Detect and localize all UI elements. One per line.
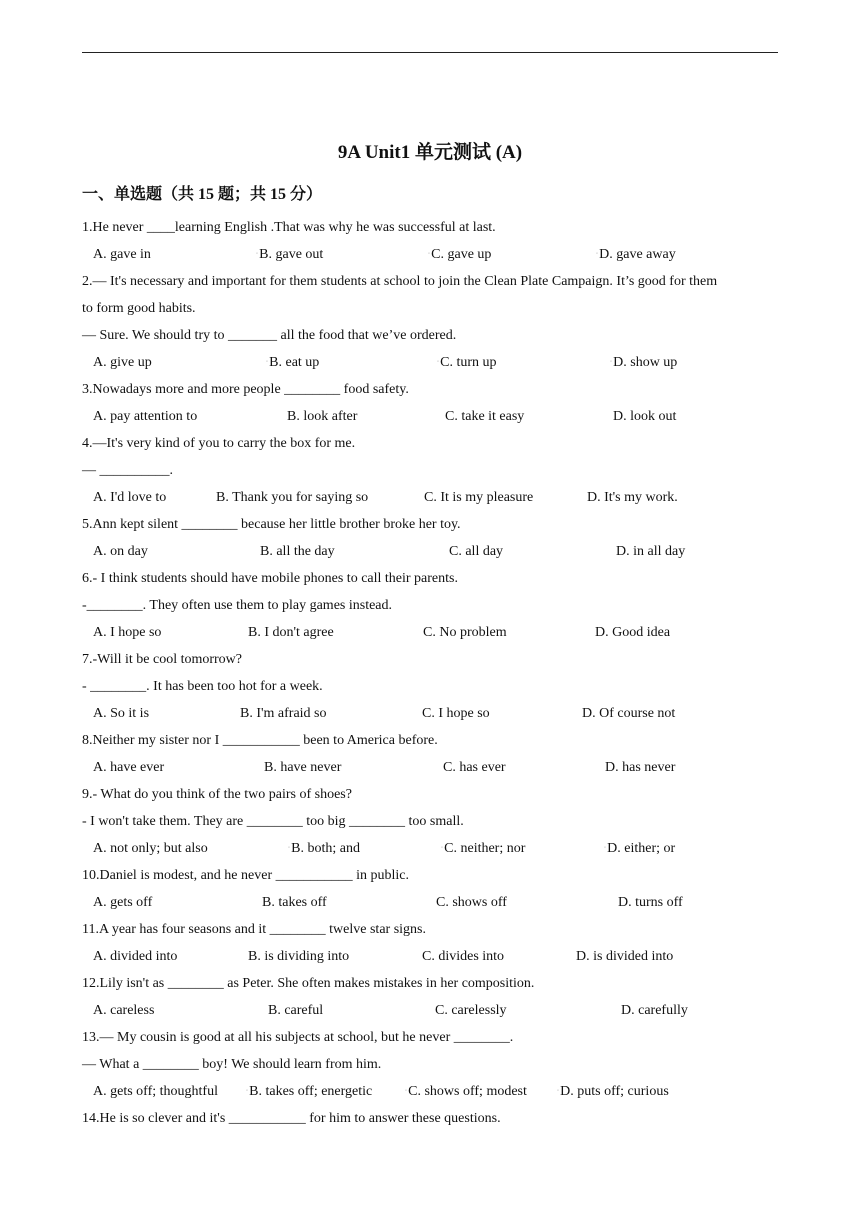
option-d[interactable] (596, 241, 676, 268)
question-text: 2.— It's necessary and important for them students at school to join the Clean Plate Campaign. It’s good for them (82, 274, 718, 289)
option-a[interactable] (93, 889, 152, 916)
tab-mark-icon: ◦ (405, 1088, 408, 1094)
question-text: — What a ________ boy! We should learn from him. (82, 1057, 382, 1072)
option-label: C. I hope so (422, 706, 490, 721)
option-label: B. gave out (259, 247, 324, 262)
options-row (82, 619, 778, 646)
option-label: B. both; and (291, 841, 360, 856)
question-text: 1.He never ____learning English .That was why he was successful at last. (82, 220, 496, 235)
option-b[interactable] (256, 241, 323, 268)
option-label: C. It is my pleasure (424, 490, 534, 505)
options-row (82, 889, 778, 916)
question-text: — __________. (82, 463, 173, 478)
question-text: 11.A year has four seasons and it ________ twelve star signs. (82, 922, 426, 937)
question-text: 10.Daniel is modest, and he never ___________ in public. (82, 868, 409, 883)
question-8 (82, 727, 778, 781)
question-text: 13.— My cousin is good at all his subjects at school, but he never ________. (82, 1030, 514, 1045)
option-c[interactable] (423, 619, 507, 646)
options-row (82, 349, 778, 376)
option-b[interactable] (262, 889, 327, 916)
tab-mark-icon: ◦ (610, 359, 613, 365)
option-b[interactable] (248, 619, 334, 646)
option-label: C. No problem (423, 625, 507, 640)
options-row (82, 754, 778, 781)
option-c[interactable] (445, 403, 524, 430)
tab-mark-icon: ◦ (246, 1088, 249, 1094)
option-label: A. So it is (93, 706, 150, 721)
option-label: C. turn up (440, 355, 497, 370)
question-text: - I won't take them. They are ________ too big ________ too small. (82, 814, 464, 829)
option-label: B. look after (287, 409, 358, 424)
option-label: C. shows off; modest (408, 1084, 527, 1099)
option-c[interactable] (441, 835, 525, 862)
option-a[interactable] (93, 403, 197, 430)
question-4 (82, 430, 778, 511)
option-d[interactable] (595, 619, 670, 646)
option-d[interactable] (582, 700, 675, 727)
option-d[interactable] (610, 349, 677, 376)
question-text: - ________. It has been too hot for a week. (82, 679, 323, 694)
option-a[interactable] (93, 997, 154, 1024)
options-row (82, 997, 778, 1024)
option-label: D. show up (613, 355, 678, 370)
option-c[interactable] (424, 484, 533, 511)
question-text: 4.—It's very kind of you to carry the box for me. (82, 436, 356, 451)
question-text: 6.- I think students should have mobile phones to call their parents. (82, 571, 458, 586)
option-label: D. in all day (616, 544, 686, 559)
question-text: 12.Lily isn't as ________ as Peter. She often makes mistakes in her composition. (82, 976, 535, 991)
question-text: — Sure. We should try to _______ all the food that we’ve ordered. (82, 328, 457, 343)
question-text: 7.-Will it be cool tomorrow? (82, 652, 243, 667)
tab-mark-icon: ◦ (596, 251, 599, 257)
option-label: D. It's my work. (587, 490, 678, 505)
question-text: 5.Ann kept silent ________ because her little brother broke her toy. (82, 517, 461, 532)
option-b[interactable] (248, 943, 349, 970)
option-a[interactable] (93, 1078, 218, 1105)
option-label: C. has ever (443, 760, 506, 775)
question-text: to form good habits. (82, 301, 196, 316)
question-list (82, 214, 778, 1132)
tab-mark-icon: ◦ (437, 359, 440, 365)
option-c[interactable] (436, 889, 507, 916)
option-label: A. have ever (93, 760, 165, 775)
option-label: D. look out (613, 409, 677, 424)
option-b[interactable] (216, 484, 368, 511)
question-text: 3.Nowadays more and more people ________ food safety. (82, 382, 409, 397)
option-label: C. all day (449, 544, 504, 559)
tab-mark-icon: ◦ (256, 251, 259, 257)
option-label: B. I don't agree (248, 625, 334, 640)
question-14 (82, 1105, 778, 1132)
option-b[interactable] (287, 403, 357, 430)
option-c[interactable] (422, 700, 490, 727)
option-label: B. is dividing into (248, 949, 350, 964)
question-12 (82, 970, 778, 1024)
option-b[interactable] (260, 538, 335, 565)
option-a[interactable] (93, 484, 166, 511)
options-row (82, 403, 778, 430)
option-a[interactable] (93, 754, 164, 781)
option-c[interactable] (428, 241, 491, 268)
option-d[interactable] (621, 997, 688, 1024)
option-a[interactable] (93, 349, 152, 376)
option-label: B. takes off (262, 895, 327, 910)
question-text: 14.He is so clever and it's ___________ for him to answer these questions. (82, 1111, 501, 1126)
option-label: A. gets off; thoughtful (93, 1084, 218, 1099)
option-label: B. I'm afraid so (240, 706, 327, 721)
question-10 (82, 862, 778, 916)
option-label: C. carelessly (435, 1003, 507, 1018)
option-label: B. takes off; energetic (249, 1084, 373, 1099)
question-9 (82, 781, 778, 862)
option-label: A. I hope so (93, 625, 162, 640)
option-label: A. pay attention to (93, 409, 198, 424)
option-a[interactable] (93, 619, 161, 646)
option-label: B. careful (268, 1003, 324, 1018)
option-label: A. careless (93, 1003, 155, 1018)
option-b[interactable] (288, 835, 360, 862)
option-b[interactable] (240, 700, 327, 727)
option-b[interactable] (246, 1078, 372, 1105)
option-d[interactable] (618, 889, 683, 916)
option-label: D. carefully (621, 1003, 688, 1018)
option-a[interactable] (93, 835, 208, 862)
option-label: A. give up (93, 355, 152, 370)
tab-mark-icon: ◦ (441, 845, 444, 851)
option-label: D. has never (605, 760, 676, 775)
option-label: C. shows off (436, 895, 507, 910)
option-label: A. on day (93, 544, 148, 559)
option-label: B. eat up (269, 355, 320, 370)
option-label: A. I'd love to (93, 490, 167, 505)
option-d[interactable] (576, 943, 673, 970)
option-label: C. take it easy (445, 409, 525, 424)
option-label: A. gets off (93, 895, 153, 910)
options-row (82, 241, 778, 268)
option-label: A. gave in (93, 247, 151, 262)
option-b[interactable] (264, 754, 341, 781)
option-d[interactable] (557, 1078, 669, 1105)
options-row (82, 835, 778, 862)
options-row (82, 700, 778, 727)
question-1 (82, 214, 778, 268)
option-label: D. turns off (618, 895, 683, 910)
option-a[interactable] (93, 700, 149, 727)
option-c[interactable] (443, 754, 506, 781)
option-label: C. neither; nor (444, 841, 526, 856)
option-c[interactable] (405, 1078, 527, 1105)
options-row (82, 943, 778, 970)
question-3 (82, 376, 778, 430)
option-c[interactable] (449, 538, 503, 565)
question-11 (82, 916, 778, 970)
option-c[interactable] (437, 349, 497, 376)
section-heading: 一、单选题（共 15 题；共 15 分） (82, 186, 323, 203)
option-d[interactable] (587, 484, 678, 511)
question-text: -________. They often use them to play games instead. (82, 598, 393, 613)
question-2 (82, 268, 778, 376)
question-text: 9.- What do you think of the two pairs of shoes? (82, 787, 352, 802)
option-label: D. gave away (599, 247, 676, 262)
question-text: 8.Neither my sister nor I ___________ been to America before. (82, 733, 438, 748)
question-6 (82, 565, 778, 646)
option-c[interactable] (435, 997, 507, 1024)
options-row (82, 484, 778, 511)
tab-mark-icon: ◦ (288, 845, 291, 851)
page-title: 9A Unit1 单元测试 (A) (337, 142, 523, 163)
option-label: A. not only; but also (93, 841, 208, 856)
option-label: D. is divided into (576, 949, 674, 964)
option-label: B. all the day (260, 544, 335, 559)
option-d[interactable] (616, 538, 685, 565)
option-a[interactable] (93, 241, 151, 268)
option-label: A. divided into (93, 949, 178, 964)
question-13 (82, 1024, 778, 1105)
question-7 (82, 646, 778, 727)
option-label: D. Of course not (582, 706, 676, 721)
option-label: B. have never (264, 760, 342, 775)
tab-mark-icon: ◦ (557, 1088, 560, 1094)
option-d[interactable] (613, 403, 676, 430)
option-a[interactable] (93, 538, 148, 565)
option-label: D. puts off; curious (560, 1084, 669, 1099)
option-label: D. either; or (607, 841, 676, 856)
option-label: C. gave up (431, 247, 492, 262)
option-label: B. Thank you for saying so (216, 490, 369, 505)
option-label: C. divides into (422, 949, 505, 964)
option-label: D. Good idea (595, 625, 671, 640)
header-rule (82, 52, 778, 53)
option-a[interactable] (93, 943, 177, 970)
option-b[interactable] (268, 997, 323, 1024)
options-row (82, 1078, 778, 1105)
option-b[interactable] (266, 349, 319, 376)
option-d[interactable] (605, 754, 675, 781)
option-d[interactable] (604, 835, 675, 862)
option-c[interactable] (422, 943, 504, 970)
options-row (82, 538, 778, 565)
tab-mark-icon: ◦ (428, 251, 431, 257)
question-5 (82, 511, 778, 565)
tab-mark-icon: ◦ (266, 359, 269, 365)
tab-mark-icon: ◦ (604, 845, 607, 851)
